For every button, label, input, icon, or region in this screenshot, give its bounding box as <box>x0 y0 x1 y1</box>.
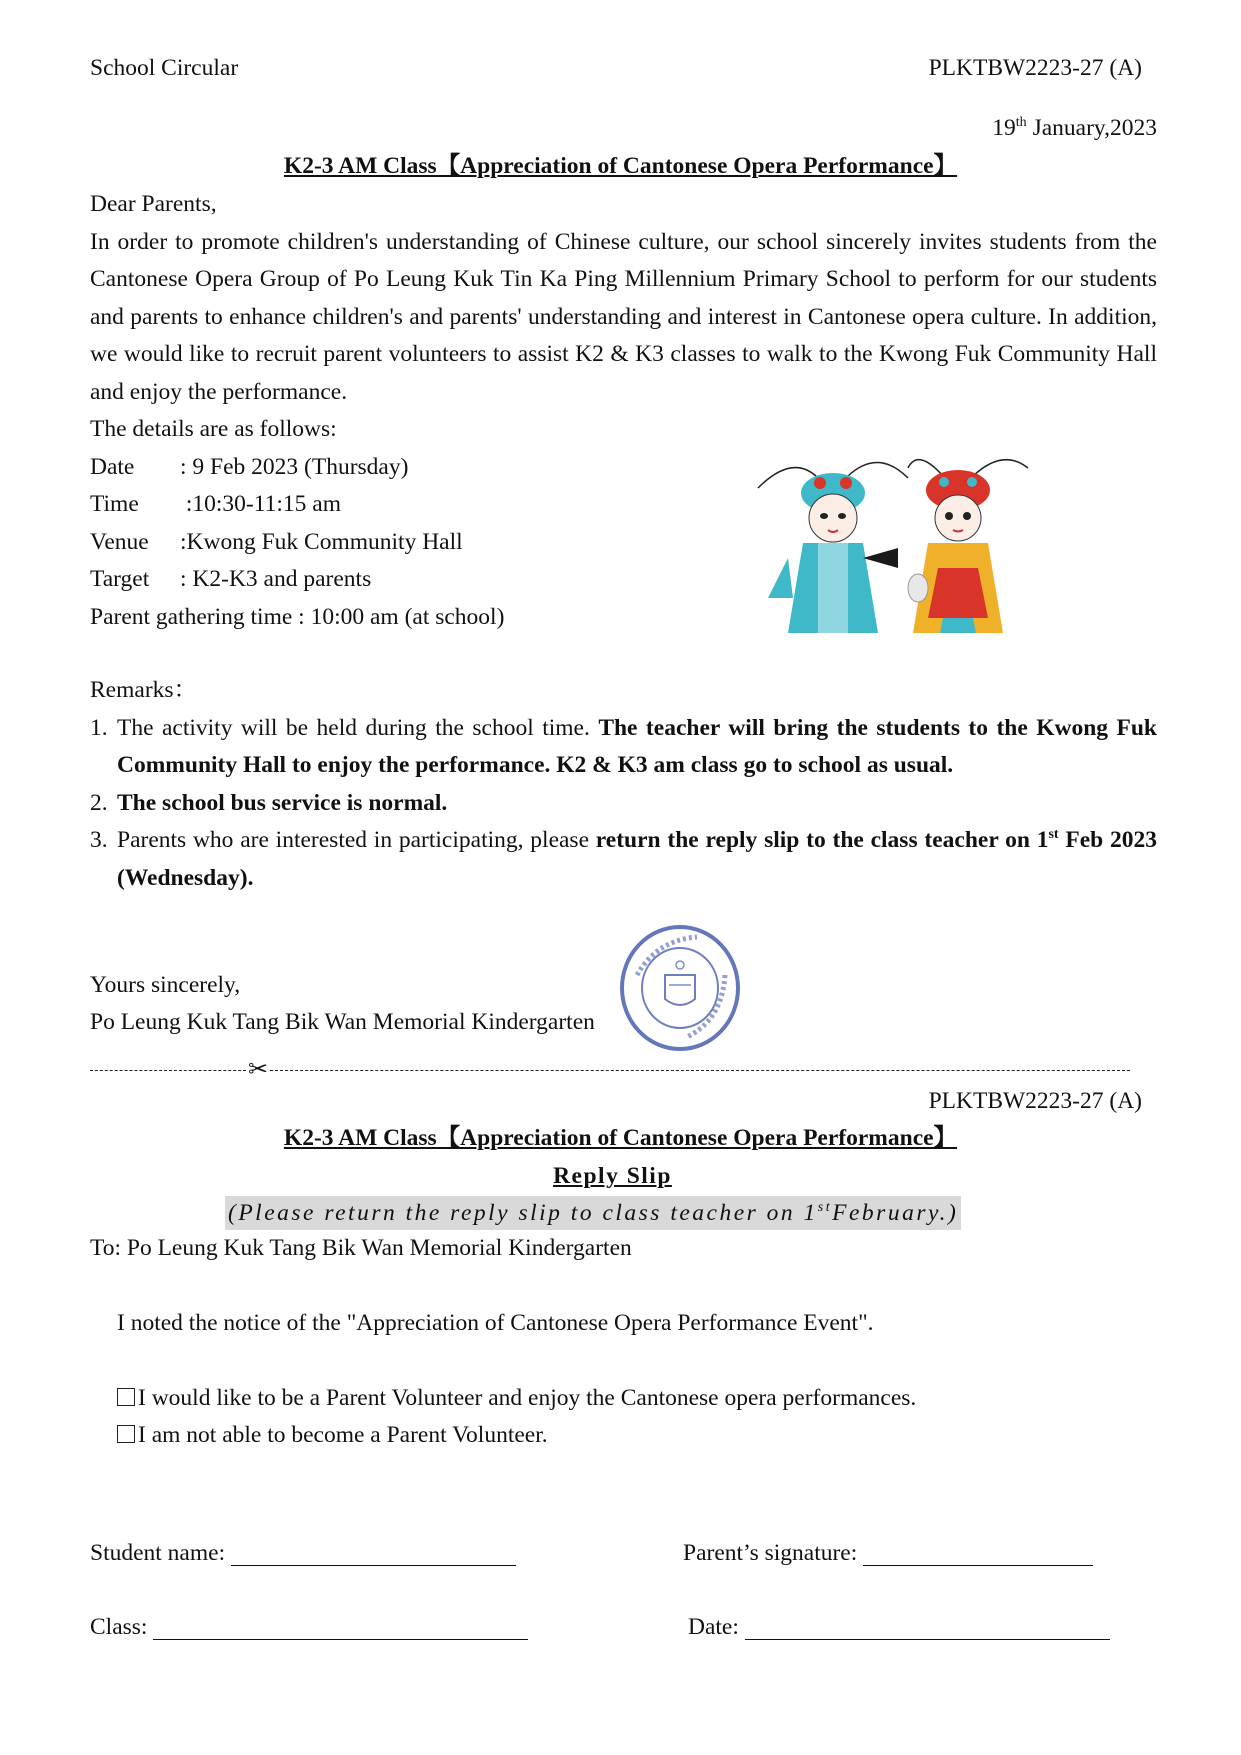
reply-slip-reference: PLKTBW2223-27 (A) <box>928 1088 1142 1114</box>
reply-slip-recipient: To: Po Leung Kuk Tang Bik Wan Memorial Kindergarten <box>90 1235 632 1261</box>
parent-signature-field[interactable]: Parent’s signature: <box>683 1535 1093 1573</box>
acknowledgement-statement: I noted the notice of the "Appreciation of Cantonese Opera Performance Event". <box>117 1310 874 1336</box>
remark-item-3: 3. Parents who are interested in participating, please return the reply slip to the class teacher on 1st Feb 2023 (Wednesday). <box>90 827 1157 891</box>
volunteer-yes-checkbox[interactable] <box>117 1388 135 1406</box>
reply-slip-heading: Reply Slip <box>553 1163 672 1189</box>
intro-paragraph: In order to promote children's understanding of Chinese culture, our school sincerely invites students from the Cantonese Opera Group of Po Leung Kuk Tin Ka Ping Millennium Primary School to perform for our students and parents to enhance children's and parents' understanding and interest in Cantonese opera culture. In addition, we would like to recruit parent volunteers to assist K2 & K3 classes to walk to the Kwong Fuk Community Hall and enjoy the performance. <box>90 228 1157 405</box>
reply-slip-title: K2-3 AM Class【Appreciation of Cantonese Opera Performance】 <box>283 1125 958 1151</box>
student-name-field[interactable]: Student name: <box>90 1535 516 1573</box>
closing: Yours sincerely, <box>90 972 241 998</box>
class-line[interactable] <box>153 1613 528 1640</box>
volunteer-yes-option[interactable]: I would like to be a Parent Volunteer and enjoy the Cantonese opera performances. <box>117 1380 916 1418</box>
remarks-label: Remarks： <box>90 677 198 703</box>
scissors-icon: ✂ <box>248 1055 269 1084</box>
remark-item-2: 2. The school bus service is normal. <box>90 789 448 816</box>
cut-here-line <box>90 1055 1130 1085</box>
details-row-target: Target : K2-K3 and parents <box>90 566 372 592</box>
circular-type-label: School Circular <box>90 55 239 81</box>
salutation: Dear Parents, <box>90 191 217 217</box>
signatory: Po Leung Kuk Tang Bik Wan Memorial Kindergarten <box>90 1009 595 1035</box>
date-line[interactable] <box>745 1613 1110 1640</box>
remarks-section <box>90 672 1157 897</box>
details-row-date: Date : 9 Feb 2023 (Thursday) <box>90 453 409 480</box>
volunteer-no-option[interactable]: I am not able to become a Parent Volunteer. <box>117 1417 548 1455</box>
date-field[interactable]: Date: <box>688 1609 1110 1647</box>
circular-date: 19th January,2023 <box>992 115 1157 141</box>
gathering-time: Parent gathering time : 10:00 am (at school) <box>90 603 505 630</box>
remarks-list <box>90 710 1157 898</box>
details-row-time: Time :10:30-11:15 am <box>90 491 342 517</box>
class-field[interactable]: Class: <box>90 1609 528 1647</box>
opera-performers-illustration <box>748 448 1048 648</box>
circular-reference: PLKTBW2223-27 (A) <box>928 55 1142 81</box>
school-seal-stamp <box>617 925 743 1051</box>
student-name-line[interactable] <box>231 1539 516 1566</box>
details-intro: The details are as follows: <box>90 416 337 442</box>
details-row-venue: Venue :Kwong Fuk Community Hall <box>90 528 463 555</box>
circular-title: K2-3 AM Class【Appreciation of Cantonese Opera Performance】 <box>283 153 958 179</box>
parent-signature-line[interactable] <box>863 1539 1093 1566</box>
remark-item-1: 1. The activity will be held during the school time. The teacher will bring the students to the Kwong Fuk Community Hall to enjoy the performance. K2 & K3 am class go to school as usual. <box>90 714 1157 778</box>
volunteer-no-checkbox[interactable] <box>117 1425 135 1443</box>
reply-slip-instruction: (Please return the reply slip to class teacher on 1stFebruary.) <box>225 1196 961 1230</box>
